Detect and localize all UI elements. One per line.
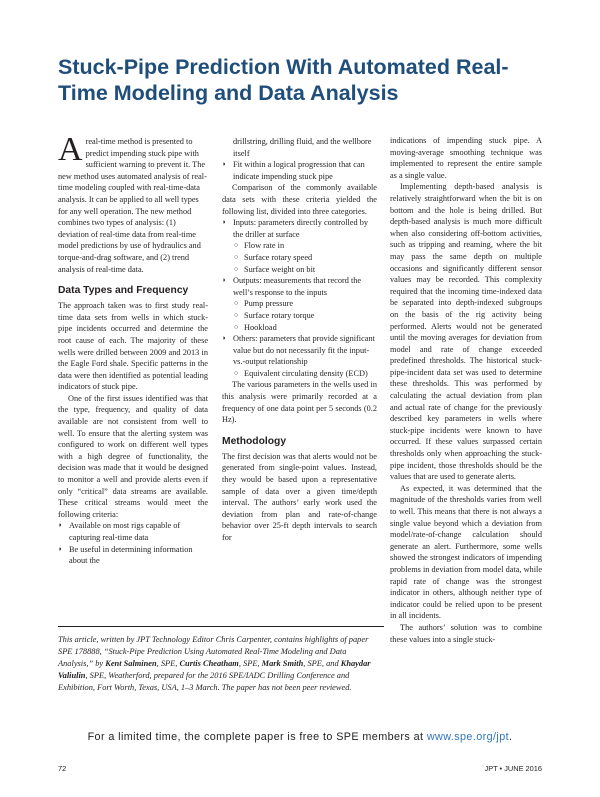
paragraph: The first decision was that alerts would not be generated from single-point values. Instead, they would be based upon a representative sample of data over a given time/depth interval. The authors’ early work used the deviation from plan and rate-of-change behavior over 25-ft depth intervals to search for <box>222 451 377 542</box>
sub-list <box>233 240 377 275</box>
sub-list-item: ○ Flow rate in <box>233 240 377 252</box>
sub-list <box>233 298 377 333</box>
heading-methodology: Methodology <box>222 435 287 447</box>
author-name: Khaydar Valiulin <box>58 659 371 680</box>
paragraph: Comparison of the commonly available data sets with these criteria yielded the following list, divided into three categories. <box>222 183 377 216</box>
column-3 <box>390 135 542 645</box>
column-2 <box>222 136 377 544</box>
sub-list-item: ○ Surface rotary speed <box>233 252 377 264</box>
drop-cap: A <box>58 131 83 168</box>
synopsis-note: This article, written by JPT Technology Editor Chris Carpenter, contains highlights of paper SPE 178888, “Stuck-Pipe Prediction Using Automated Real-Time Modeling and Data Analysis,” by Kent Salminen, SPE, Curtis Cheatham, SPE, Mark Smith, SPE, and Khaydar Valiulin, SPE, Weatherford, prepared for the 2016 SPE/IADC Drilling Conference and Exhibition, Fort Worth, Texas, USA, 1–3 March. The paper has not been peer reviewed. <box>58 635 371 692</box>
page-number: 72 <box>58 764 67 773</box>
list-item-others: ◗ Others: parameters that provide significant value but do not necessarily fit the input-vs.-output relationship ○ Equivalent circulating density (ECD) <box>222 333 377 379</box>
sub-list-item: ○ Surface weight on bit <box>233 264 377 276</box>
sub-list-item: ○ Hookload <box>233 322 377 334</box>
divider-rule <box>58 626 384 627</box>
lead-paragraph: Areal-time method is presented to predict impending stuck pipe with sufficient warning to prevent it. The new method uses automated analysis of real-time modeling coupled with real-time-data analysis. It can be applied to all well types for any well operation. The new method combines two types of analysis: (1) deviation of real-time data from real-time model predictions by use of hydraulics and torque-and-drag software, and (2) trend analysis of real-time data. <box>58 131 207 274</box>
paragraph: As expected, it was determined that the magnitude of the thresholds varies from well to well. This means that there is not always a single value beyond which a deviation from model/rate-of-change calculation should generate an alert. Furthermore, some wells showed the strongest indicators of impending problems in deviation from model data, while rapid rate of change was the strongest indicator in others, although neither type of indicator could be relied upon to be present in all incidents. <box>390 483 542 621</box>
list-item: ◗ Be useful in determining information about the <box>58 544 208 567</box>
promo-banner: For a limited time, the complete paper is free to SPE members at www.spe.org/jpt. <box>87 731 513 743</box>
paragraph: The approach taken was to first study real-time data sets from wells in which stuck-pipe incidents occurred and determine the root cause of each. The majority of these wells were drilled between 2009 and 2013 in the Eagle Ford shale. Specific patterns in the data were then identified as potential leading indicators of stuck pipe. <box>58 301 208 392</box>
parameter-list <box>222 217 377 379</box>
column-1 <box>58 131 208 567</box>
heading-data-types: Data Types and Frequency <box>58 285 189 297</box>
paragraph: The authors’ solution was to combine these values into a single stuck- <box>390 622 542 644</box>
sub-list-item: ○ Equivalent circulating density (ECD) <box>233 368 377 380</box>
author-name: Mark Smith <box>261 659 304 668</box>
criteria-list <box>58 520 208 566</box>
paragraph: The various parameters in the wells used in this analysis were primarily recorded at a frequency of one data point per 5 seconds (0.2 Hz). <box>222 380 377 425</box>
list-item-inputs: ◗ Inputs: parameters directly controlled by the driller at surface ○ Flow rate in ○ Surface rotary speed ○ Surface weight on bit <box>222 217 377 275</box>
author-name: Kent Salminen <box>105 659 157 668</box>
list-item-outputs: ◗ Outputs: measurements that record the well’s response to the inputs ○ Pump pressure ○ Surface rotary torque ○ Hookload <box>222 275 377 333</box>
paragraph: Implementing depth-based analysis is relatively straightforward when the bit is on bottom and the hole is being drilled. But depth-based analysis is much more difficult when also considering off-bottom activities, such as tripping and reaming, where the bit may pass the same depth on multiple occasions and significantly different sensor values may be recorded. This complexity required that the incoming time-indexed data be separated into depth-indexed subgroups on the basis of the rig activity being performed. Alerts would not be generated until the moving averages for deviation from model and rate of change exceeded predefined thresholds. The historical stuck-pipe-incident data set was used to determine these thresholds. This was performed by calculating the actual deviation from plan and actual rate of change for the previously described key parameters in wells where stuck-pipe incidents were known to have occurred. If these values surpassed certain thresholds only when approaching the stuck-pipe incident, those thresholds should be the values that are used to generate alerts. <box>390 182 542 482</box>
criteria-list-continued <box>222 136 377 182</box>
issue-label: JPT • JUNE 2016 <box>484 764 542 773</box>
sub-list-item: ○ Pump pressure <box>233 298 377 310</box>
sub-list-item: ○ Surface rotary torque <box>233 310 377 322</box>
spe-link[interactable]: www.spe.org/jpt <box>426 731 510 743</box>
list-item: ◗ Fit within a logical progression that can indicate impending stuck pipe <box>222 159 377 182</box>
list-item: ◗ Available on most rigs capable of capturing real-time data <box>58 520 208 543</box>
author-name: Curtis Cheatham <box>179 659 239 668</box>
paragraph: One of the first issues identified was that the type, frequency, and quality of data available are not consistent from well to well. To ensure that the alerting system was configured to work on different well types with a high degree of functionality, the decision was made that it would be designed to monitor a well and provide alerts even if only “critical” data streams are available. These critical streams would meet the following criteria: <box>58 393 208 519</box>
list-item-continued: drillstring, drilling fluid, and the wellbore itself <box>233 137 372 158</box>
article-title: Stuck-Pipe Prediction With Automated Real-Time Modeling and Data Analysis <box>58 55 509 105</box>
paragraph: indications of impending stuck pipe. A moving-average smoothing technique was implemented to represent the entire sample as a single value. <box>390 136 542 180</box>
sub-list <box>233 368 377 380</box>
